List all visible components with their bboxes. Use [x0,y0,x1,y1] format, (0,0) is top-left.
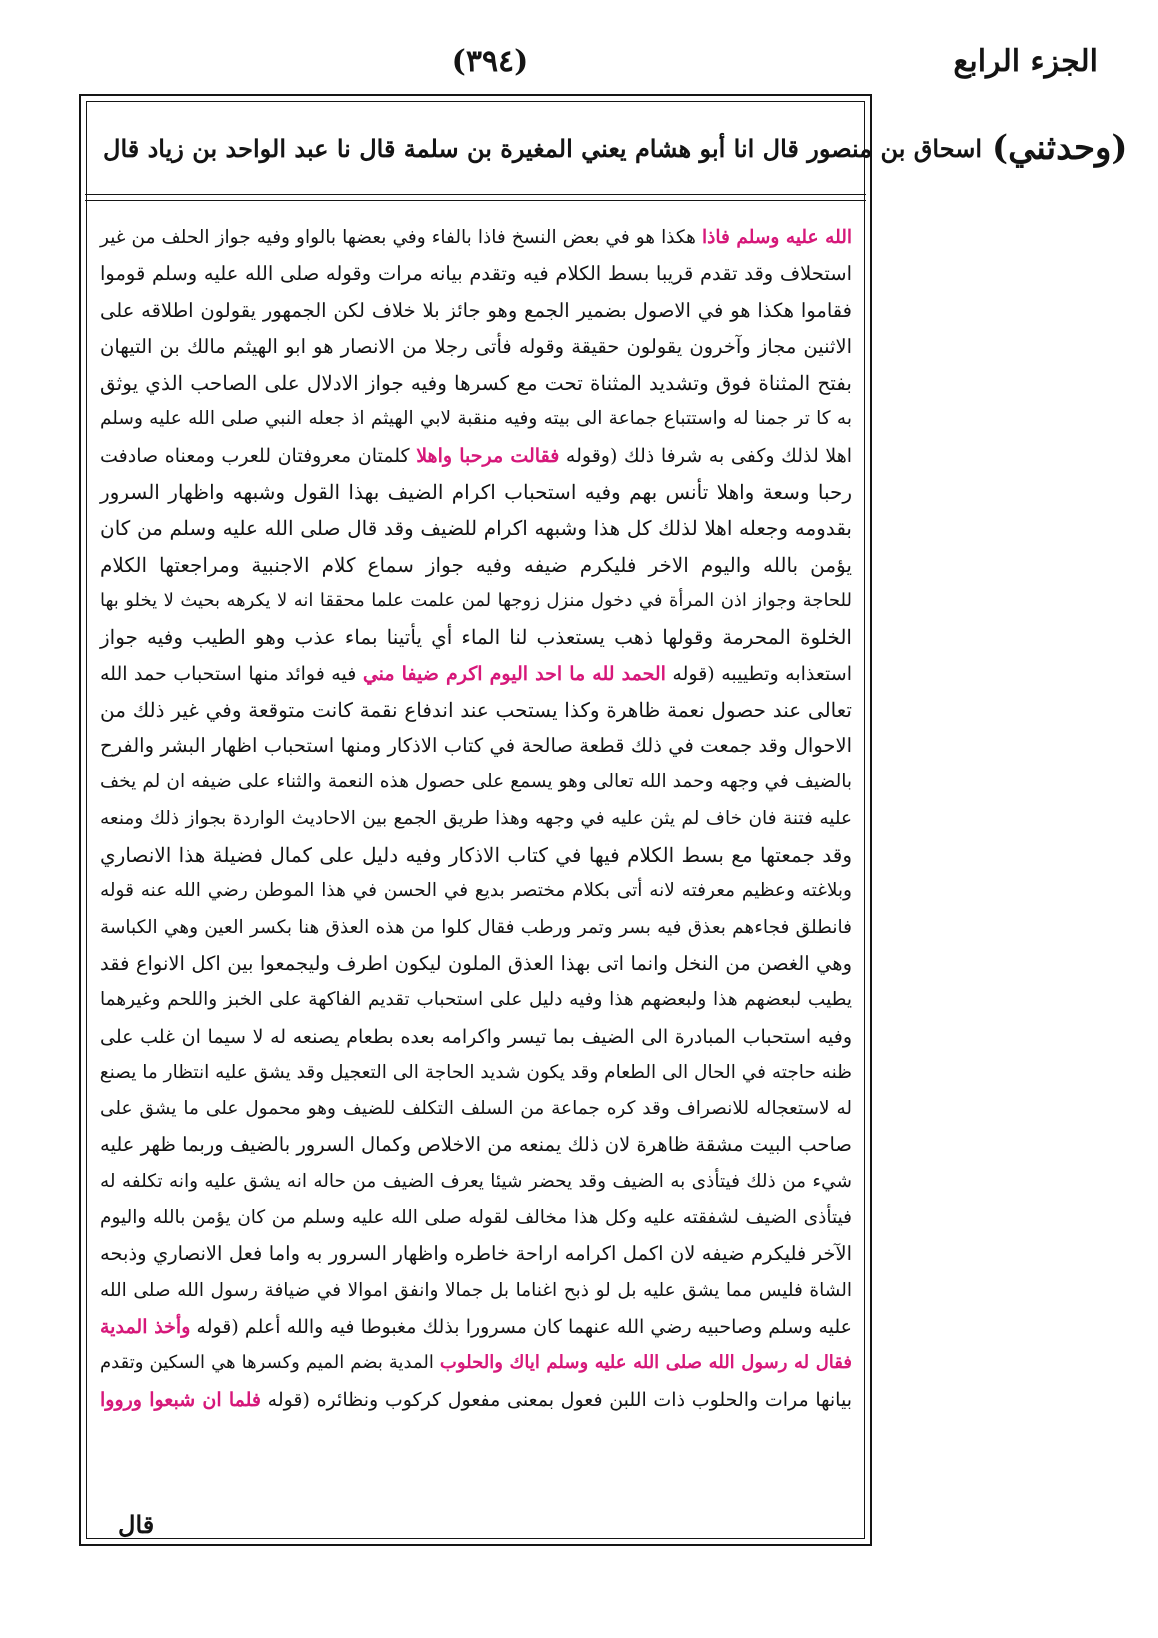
text-line [100,474,852,510]
commentary-text: للحاجة وجواز اذن المرأة في دخول منزل زوجها لمن علمت علما محققا انه لا يكرهه بحيث لا يخلو بها [100,589,852,611]
catchword: قال [118,1510,155,1539]
text-line [100,656,852,692]
quoted-hadith-text: الله عليه وسلم فاذا [701,227,852,248]
commentary-text: المدية بضم الميم وكسرها هي السكين وتقدم [100,1352,440,1374]
commentary-text: فقاموا هكذا هو في الاصول بضمير الجمع وهو جائز بلا خلاف لكن الجمهور يقولون اطلاقه على [100,298,852,322]
text-line [100,1236,852,1272]
commentary-text: الآخر فليكرم ضيفه لان اكمل اكرامه اراحة خاطره واظهار السرور به واما فعل الانصاري وذبحه [100,1242,852,1266]
text-line [100,873,852,909]
text-line [100,438,852,474]
commentary-text: بالضيف في وجهه وحمد الله تعالى وهو يسمع على حصول هذه النعمة والثناء على ضيفه ان لم يخف [100,771,852,793]
commentary-text: تعالى عند حصول نعمة ظاهرة وكذا يستحب عند اندفاع نقمة كانت متوقعة وفي غير ذلك من [100,697,852,722]
commentary-body [100,220,852,1530]
page-number: (٣٩٤) [451,44,529,79]
commentary-text: استعذابه وتطييبه (قوله [665,662,852,685]
commentary-text: اهلا لذلك وكفى به شرفا ذلك (وقوله [559,444,853,467]
commentary-text: هكذا هو في بعض النسخ فاذا بالفاء وفي بعضها بالواو وفيه جواز الحلف من غير [100,227,702,248]
text-line [100,764,852,800]
commentary-text: رحبا وسعة واهلا تأنس بهم وفيه استحباب اكرام الضيف بهذا القول وشبهه واظهار السرور [100,480,852,505]
quoted-hadith-text: فلما ان شبعوا ورووا [100,1388,261,1411]
commentary-text: شيء من ذلك فيتأذى به الضيف وقد يحضر شيئا يعرف الضيف من حاله انه يشق عليه وانه تكلفه له [100,1170,852,1192]
text-line [100,692,852,728]
quoted-hadith-text: وأخذ المدية [100,1315,191,1338]
text-line [100,1345,852,1381]
commentary-text: به كا تر جمنا له واستتباع جماعة الى بيته وفيه منقبة لابي الهيثم اذ جعله النبي صلى الله عليه وسلم [100,408,852,430]
commentary-text: يطيب لبعضهم هذا ولبعضهم هذا وفيه دليل على استحباب تقديم الفاكهة على الخبز واللحم وغيرهما [100,989,852,1011]
text-line [100,401,852,437]
commentary-text: الخلوة المحرمة وقولها ذهب يستعذب لنا الماء أي يأتينا بماء عذب وهو الطيب وفيه جواز [100,625,852,650]
chapter-headline [85,103,1128,193]
text-line [100,583,852,619]
text-line [100,220,852,256]
text-line [100,1164,852,1200]
text-line [100,1019,852,1055]
text-line [100,1200,852,1236]
commentary-text: كلمتان معروفتان للعرب ومعناه صادفت [100,444,417,467]
headline-lead: (وحدثني) [992,128,1128,168]
text-line [100,293,852,329]
text-line [100,1382,852,1418]
commentary-text: بيانها مرات والحلوب ذات اللبن فعول بمعنى مفعول كركوب ونظائره (قوله [260,1388,852,1411]
commentary-text: فانطلق فجاءهم بعذق فيه بسر وتمر ورطب فقال كلوا من هذه العذق هنا بكسر العين وهي الكباسة [100,916,852,938]
text-line [100,256,852,292]
commentary-text: عليه فتنة فان خاف لم يثن عليه في وجهه وهذا طريق الجمع بين الاحاديث الواردة بجواز ذلك ومنعه [100,807,852,829]
text-line [100,365,852,401]
text-line [100,1309,852,1345]
text-line [100,547,852,583]
commentary-text: وبلاغته وعظيم معرفته لانه أتى بكلام مختصر بديع في الحسن في هذا الموطن رضي الله عنه قوله [100,880,852,902]
text-line [100,1055,852,1091]
text-line [100,1273,852,1309]
part-title: الجزء الرابع [953,44,1098,79]
commentary-text: يؤمن بالله واليوم الاخر فليكرم ضيفه وفيه جواز سماع كلام الاجنبية ومراجعتها الكلام [100,552,852,577]
quoted-hadith-text: فقال له رسول الله صلى الله عليه وسلم اياك والحلوب [439,1352,852,1374]
text-line [100,910,852,946]
commentary-text: بقدومه وجعله اهلا لذلك كل هذا وشبهه اكرام للضيف وقد قال صلى الله عليه وسلم من كان [100,516,852,541]
divider-rule [85,200,866,201]
text-line [100,837,852,873]
headline-text: اسحاق بن منصور قال انا أبو هشام يعني المغيرة بن سلمة قال نا عبد الواحد بن زياد قال [103,133,982,163]
text-line [100,801,852,837]
text-line [100,510,852,546]
text-line [100,329,852,365]
commentary-text: له لاستعجاله للانصراف وقد كره جماعة من السلف التكلف للضيف وهو محمول على ما يشق على [100,1098,852,1120]
commentary-text: بفتح المثناة فوق وتشديد المثناة تحت مع كسرها وفيه جواز الادلال على الصاحب الذي يوثق [100,371,852,396]
commentary-text: وفيه استحباب المبادرة الى الضيف بما تيسر واكرامه بعده بطعام يصنعه له لا سيما ان غلب على [100,1025,852,1048]
text-line [100,1127,852,1163]
text-line [100,946,852,982]
commentary-text: فيه فوائد منها استحباب حمد الله [100,662,363,685]
commentary-text: الاثنين مجاز وآخرون يقولون حقيقة وقوله فأتى رجلا من الانصار هو ابو الهيثم مالك بن التيهان [100,334,852,358]
commentary-text: ظنه حاجته في الحال الى الطعام وقد يكون شديد الحاجة الى التعجيل وقد يشق عليه انتظار ما يصنع [99,1061,852,1083]
text-line [100,1091,852,1127]
text-line [100,982,852,1018]
quoted-hadith-text: الحمد لله ما احد اليوم اكرم ضيفا مني [362,662,666,685]
text-line [100,728,852,764]
commentary-text: استحلاف وقد تقدم قريبا بسط الكلام فيه وتقدم بيانه مرات وقوله صلى الله عليه وسلم قوموا [100,262,852,286]
divider-rule [85,194,866,195]
commentary-text: وقد جمعتها مع بسط الكلام فيها في كتاب الاذكار وفيه دليل على كمال فضيلة هذا الانصاري [100,843,852,868]
commentary-text: عليه وسلم وصاحبيه رضي الله عنهما كان مسرورا بذلك مغبوطا فيه والله أعلم (قوله [190,1315,853,1338]
commentary-text: الشاة فليس مما يشق عليه بل لو ذبح اغناما بل جمالا وانفق اموالا في ضيافة رسول الله صلى الله [100,1279,852,1301]
quoted-hadith-text: فقالت مرحبا واهلا [416,444,560,467]
commentary-text: فيتأذى الضيف لشفقته عليه وكل هذا مخالف لقوله صلى الله عليه وسلم من كان يؤمن بالله واليوم [100,1207,852,1229]
text-line [100,619,852,655]
commentary-text: وهي الغصن من النخل وانما اتى بهذا العذق الملون ليكون اطرف وليجمعوا بين اكل الانواع فقد [100,951,852,975]
commentary-text: الاحوال وقد جمعت في ذلك قطعة صالحة في كتاب الاذكار ومنها استحباب اظهار البشر والفرح [100,734,852,758]
commentary-text: صاحب البيت مشقة ظاهرة لان ذلك يمنعه من الاخلاص وكمال السرور بالضيف وربما ظهر عليه [100,1133,852,1157]
